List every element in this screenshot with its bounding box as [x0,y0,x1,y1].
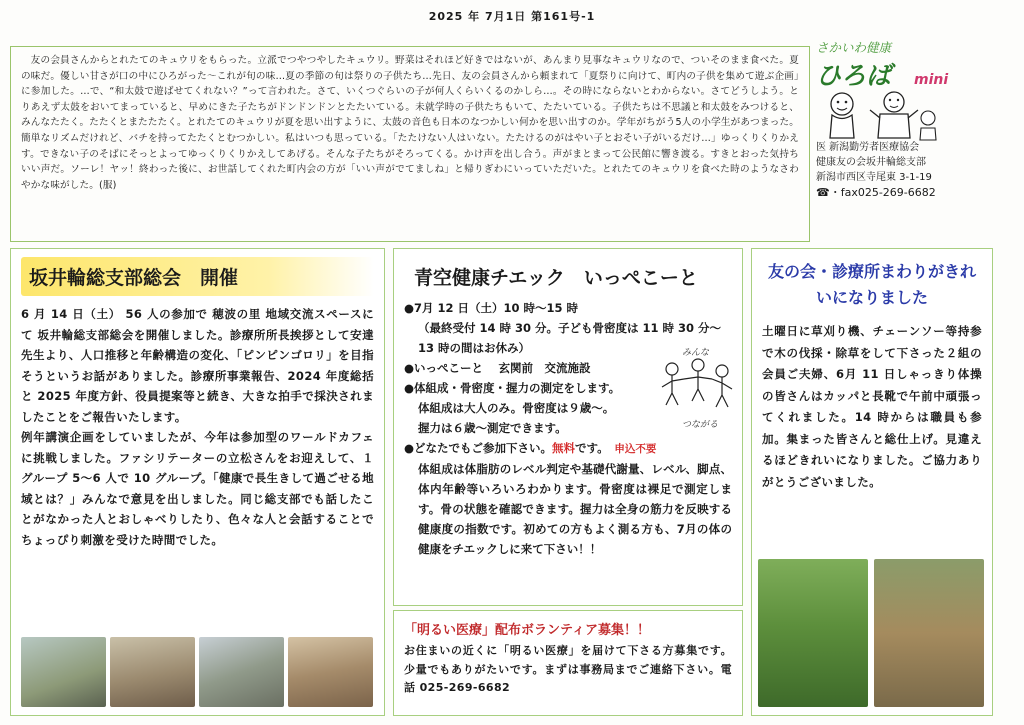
meeting-photo-strip [21,637,373,707]
connected-people-illustration [660,345,736,431]
volunteer-recruitment [393,610,743,716]
mascot-illustration-icon [820,88,950,144]
figure-label-top: みんな [682,348,710,358]
issue-line: 2025 年 7月1日 第161号-1 [428,10,596,23]
masthead-title: ひろば [816,61,892,90]
masthead [812,38,1012,242]
health-check-grip-note: 握力は６歳～測定できます。 [418,421,567,435]
meeting-photo [110,637,195,707]
health-check-reception-note: （最終受付 14 時 30 分。子ども骨密度は 11 時 30 分～13 時の間はお休み） [418,321,722,355]
health-check-measurements: ●体組成・骨密度・握力の測定をします。 [404,381,621,395]
free-label: 無料 [552,441,576,455]
fax-number: ☎・fax025-269-6682 [816,186,936,199]
meeting-photo [21,637,106,707]
article-cleanup [751,248,993,716]
article-cleanup-title: 友の会・診療所まわりがきれいになりました [767,262,976,307]
people-holding-hands-icon [660,357,736,417]
health-check-participation [404,438,732,459]
health-check-details: 体組成は体脂肪のレベル判定や基礎代謝量、レベル、脚点、体内年齢等いろいろわかります。骨密度は裸足で測定します。骨の状態を確認できます。握力は全身の筋力を反映する健康度の指数です。初めての方もよく測る方も、7月の体の健康をチエックしに来て下さい！！ [418,462,732,556]
health-check-place: ●いっぺこーと 玄関前 交流施設 [404,361,591,375]
cleanup-photo [874,559,984,707]
address: 新潟市西区寺尾東 3-1-19 [816,172,932,183]
cleanup-photos [758,559,984,707]
org-name: 医 新潟勤労者医療協会 [816,142,920,153]
article-general-meeting-title: 坂井輪総支部総会 開催 [21,257,374,296]
health-check-body-comp-note: 体組成は大人のみ。骨密度は９歳～。 [418,401,615,415]
no-registration-label: 申込不要 [614,443,657,455]
participation-text: ●どなたでもご参加下さい。 [404,441,553,455]
participation-text-mid: です。 [575,441,603,455]
masthead-subtitle: さかいわ健康 [816,40,892,55]
article-cleanup-body: 土曜日に草刈り機、チェーンソー等持参で木の伐採・除草をして下さった２組の会員ご夫婦、6月 11 日しゃっきり体操の皆さんはカッパと長靴で午前中頑張ってくれました。14 時からは職員も参加。集まった皆さんと総仕上げ。見違えるほどきれいになりました。ご協力ありがとうございました。 [762,324,982,489]
meeting-photo [288,637,373,707]
article-general-meeting [10,248,385,716]
article-health-check [393,248,743,606]
essay-box [10,46,810,242]
essay-text: 友の会員さんからとれたてのキュウリをもらった。立派でつやつやしたキュウリ。野菜はそれほど好きではないが、あんまり見事なキュウリなので、ついそのまま食べた。夏の味だ。優しい甘さが口の中にひろがった～これが旬の味…夏の季節の旬は祭りの子供たち…先日、友の会員さんから頼まれて「夏祭りに向けて、町内の子供を集めて遊ぶ企画」に参加した。…で、“和太鼓で遊ばせてくれない？”って言われた。さて、いくつぐらいの子が何人くらいくるのかしら…。その時にならないとわからない。さてどうしよう。とりあえず太鼓をおいてまっていると、早めにきた子たちがドンドンドンとたたいている。未就学時の子供たちもいて、たたいている。子供たちは不思議と和太鼓をみつけると、みんなたたく。たたくとまたたたく。とれたてのキュウリが夏を思い出すように、太鼓の音色も日本のなつかしい何かを思い出すのか。学年がちがう5人の小学生があつまった。簡単なリズムだけれど、バチを持ってたたくとむつかしい。私はいつも思っている。「たたけない人はいない。たたけるのがはやい子とおそい子がいるだけ…」ゆっくりくりかえす。できない子のそばにそっとよってゆっくりくりかえしてあげる。そんな子たちがそろってくる。かけ声を出し合う。声がまとまって公民館に響き渡る。すきとおった気持ちいい声だ。ソーレ！ヤッ！終わった後に、お世話してくれた町内会の方が「いい声がでてましね」と帰りぎわにいっていただいた。とれたてのキュウリを食べた時のようなさわやかな味がした。(服) [21,55,799,191]
volunteer-body: お住まいの近くに「明るい医療」を届けて下さる方募集です。少量でもありがたいです。まずは事務局までご連絡下さい。電話 025-269-6682 [404,644,732,694]
volunteer-title: 「明るい医療」配布ボランティア募集！！ [404,623,650,638]
health-check-date: ●7月 12 日（土）10 時～15 時 [404,301,579,315]
cleanup-photo [758,559,868,707]
article-health-check-title: 青空健康チエック いっぺこーと [414,267,698,289]
figure-label-bottom: つながる [682,420,719,430]
article-general-meeting-body: 6 月 14 日（土） 56 人の参加で 穂波の里 地域交流スペースにて 坂井輪総支部総会を開催しました。診療所所長挨拶として安達先生より、人口推移と年齢構造の変化、「ピンピンゴロリ」を目指そうというお話がありました。診療所事業報告、2024 年度総括と 2025 年度方針、役員提案等と続き、大きな拍手で採決されましたことをご報告いたします。 例年講演企画をしていましたが、今年は参加型のワールドカフェに挑戦しました。ファシリテーターの立松さんをお迎えして、１グループ 5～6 人で 10 グループ。「健康で長生きして過ごせる地域とは？」みんなで意見を出しました。同じ総支部でも話したことがなかった人とおしゃべりしたり、色々な人と会話することでちょっぴり刺激を受けた時間でした。 [21,307,374,547]
branch-name: 健康友の会坂井輪総支部 [816,157,926,168]
meeting-photo [199,637,284,707]
masthead-mini: mini [914,72,949,88]
